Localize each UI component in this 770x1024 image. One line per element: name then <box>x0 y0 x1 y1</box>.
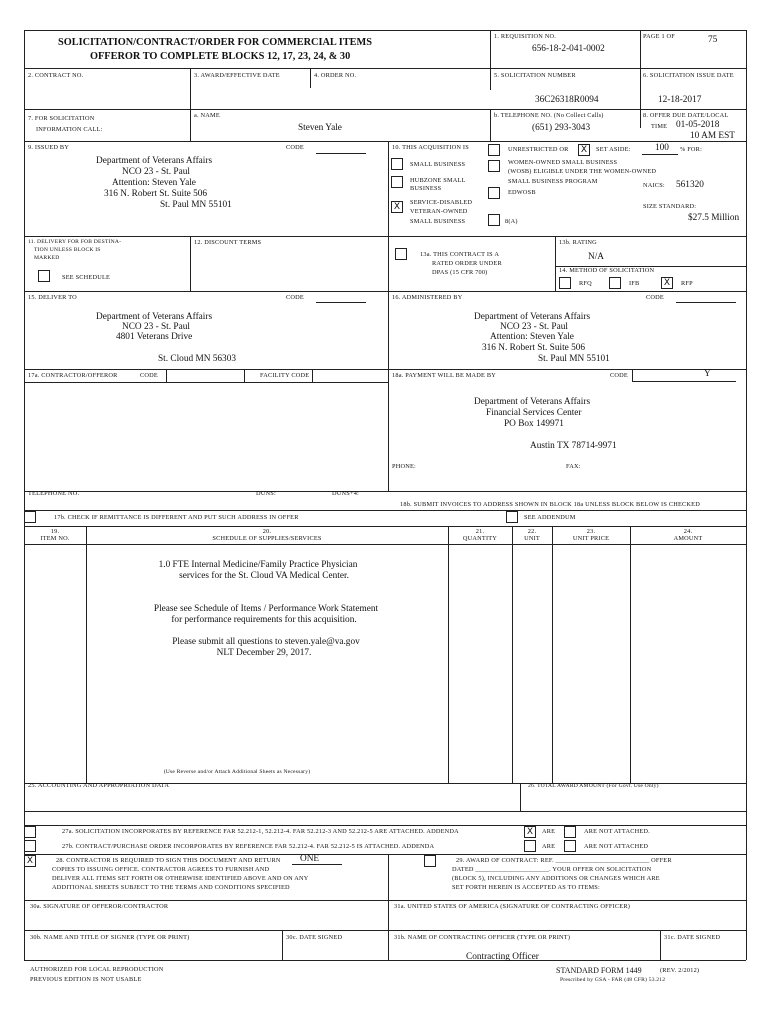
solicitation-number-label: 5. SOLICITATION NUMBER <box>494 72 576 79</box>
hubzone-checkbox[interactable] <box>391 176 403 188</box>
issued-by-label: 9. ISSUED BY <box>28 144 70 151</box>
offer-due-time: 10 AM EST <box>690 131 735 141</box>
reverse-note: (Use Reverse and/or Attach Additional Sheets as Necessary) <box>163 769 311 775</box>
ifb-checkbox[interactable] <box>609 277 621 289</box>
clause-27a: 27a. SOLICITATION INCORPORATES BY REFERENCE FAR 52.212-1, 52.212-4. FAR 52.212-3 AND 52.212-5 ARE ATTACHED. ADDENDA <box>62 828 459 835</box>
hubzone-label: HUBZONE SMALL <box>410 177 466 184</box>
deliver-to-line: Department of Veterans Affairs <box>96 312 213 322</box>
contact-name: Steven Yale <box>298 123 342 133</box>
deliver-to-code-label: CODE <box>286 294 304 301</box>
description-line: for performance requirements for this acquisition. <box>171 615 357 625</box>
payment-code-label: CODE <box>610 372 628 379</box>
issued-by-line: Department of Veterans Affairs <box>96 156 213 166</box>
sdvosb-label-2: VETERAN-OWNED <box>410 208 468 215</box>
form-title-line1: SOLICITATION/CONTRACT/ORDER FOR COMMERCIAL ITEMS <box>58 37 372 48</box>
29-checkbox[interactable] <box>424 855 436 867</box>
order-no-label: 4. ORDER NO. <box>314 72 357 79</box>
accounting-label: 25. ACCOUNTING AND APPROPRIATION DATA <box>28 782 170 789</box>
see-schedule-label: SEE SCHEDULE <box>62 274 111 281</box>
discount-terms-label: 12. DISCOUNT TERMS <box>194 239 262 246</box>
solicitation-number-value: 36C26318R0094 <box>535 95 599 105</box>
fax-label: FAX: <box>566 463 581 470</box>
see-schedule-checkbox[interactable] <box>38 270 50 282</box>
form-title-line2: OFFEROR TO COMPLETE BLOCKS 12, 17, 23, 24, & 30 <box>90 51 351 62</box>
remittance-checkbox[interactable] <box>24 511 36 523</box>
administered-by-label: 16. ADMINISTERED BY <box>392 294 463 301</box>
submit-invoices-label: 18b. SUBMIT INVOICES TO ADDRESS SHOWN IN BLOCK 18a UNLESS BLOCK BELOW IS CHECKED <box>400 501 700 508</box>
unrestricted-checkbox[interactable] <box>488 144 500 156</box>
offeror-date-label: 30c. DATE SIGNED <box>286 934 343 941</box>
rfq-label: RFQ <box>579 280 592 287</box>
size-standard-value: $27.5 Million <box>688 213 740 223</box>
rated-order-label: 13a. THIS CONTRACT IS A <box>420 251 500 258</box>
solicitation-date-value: 12-18-2017 <box>658 95 702 105</box>
copies-value: ONE <box>300 854 320 864</box>
name-label: a. NAME <box>194 112 220 119</box>
offeror-signature-label: 30a. SIGNATURE OF OFFEROR/CONTRACTOR <box>30 903 169 910</box>
clause-28: 28. CONTRACTOR IS REQUIRED TO SIGN THIS DOCUMENT AND RETURN <box>56 857 281 864</box>
footer-revision: (REV. 2/2012) <box>660 967 700 974</box>
small-business-label: SMALL BUSINESS <box>410 161 466 168</box>
total-award-label: 26. TOTAL AWARD AMOUNT (For Govt. Use Only) <box>528 783 659 789</box>
amount-number: 24. <box>683 528 693 535</box>
supplies-number: 20. <box>262 528 272 535</box>
administered-by-line: Attention: Steven Yale <box>490 332 574 342</box>
quantity-number: 21. <box>475 528 485 535</box>
unit-price-number: 23. <box>586 528 596 535</box>
signer-name-label: 30b. NAME AND TITLE OF SIGNER (TYPE OR PRINT) <box>30 934 190 941</box>
27b-are-checkbox[interactable] <box>524 840 536 852</box>
rating-value: N/A <box>588 252 605 262</box>
delivery-fob-label-2: TION UNLESS BLOCK IS <box>34 247 101 253</box>
naics-value: 561320 <box>676 180 704 190</box>
duns-label: DUNS: <box>256 490 276 497</box>
page-label: PAGE 1 OF <box>643 33 676 40</box>
rated-order-checkbox[interactable] <box>395 248 407 260</box>
solicitation-date-label: 6. SOLICITATION ISSUE DATE <box>643 72 734 79</box>
size-standard-label: SIZE STANDARD: <box>643 203 697 210</box>
27a-are-not-label: ARE NOT ATTACHED. <box>584 828 650 835</box>
clause-28-line2: COPIES TO ISSUING OFFICE. CONTRACTOR AGREES TO FURNISH AND <box>52 866 270 873</box>
27b-are-not-label: ARE NOT ATTACHED <box>584 843 649 850</box>
see-addendum-label: SEE ADDENDUM <box>524 514 576 521</box>
footer-previous-edition: PREVIOUS EDITION IS NOT USABLE <box>30 976 142 983</box>
rfp-checkbox[interactable]: X <box>661 277 673 289</box>
description-line: services for the St. Cloud VA Medical Center. <box>179 571 349 581</box>
sdvosb-checkbox[interactable]: X <box>391 201 403 213</box>
payment-label: 18a. PAYMENT WILL BE MADE BY <box>392 372 497 379</box>
clause-28-line4: ADDITIONAL SHEETS SUBJECT TO THE TERMS AND CONDITIONS SPECIFIED <box>52 884 290 891</box>
rated-order-label-3: DPAS (15 CFR 700) <box>432 269 488 276</box>
telephone-no-label: TELEPHONE NO. <box>28 490 80 497</box>
item-no-header: ITEM NO. <box>40 535 70 542</box>
wosb-label: WOMEN-OWNED SMALL BUSINESS <box>508 159 618 166</box>
27a-are-checkbox[interactable]: X <box>524 826 536 838</box>
rfq-checkbox[interactable] <box>559 277 571 289</box>
telephone-label: b. TELEPHONE NO. (No Collect Calls) <box>494 112 604 119</box>
administered-code-label: CODE <box>646 294 664 301</box>
footer-form-number: STANDARD FORM 1449 <box>556 966 642 975</box>
delivery-fob-label-3: MARKED <box>34 255 60 261</box>
remittance-label: 17b. CHECK IF REMITTANCE IS DIFFERENT AND PUT SUCH ADDRESS IN OFFER <box>54 514 299 521</box>
naics-label: NAICS: <box>643 182 665 189</box>
8a-checkbox[interactable] <box>488 214 500 226</box>
unit-header: UNIT <box>524 535 540 542</box>
wosb-label-3: SMALL BUSINESS PROGRAM <box>508 178 598 185</box>
requisition-value: 656-18-2-041-0002 <box>532 44 605 54</box>
payment-city: Austin TX 78714-9971 <box>530 441 617 451</box>
administered-by-line: St. Paul MN 55101 <box>538 354 610 364</box>
description-line: Please see Schedule of Items / Performance Work Statement <box>153 604 379 614</box>
rated-order-label-2: RATED ORDER UNDER <box>432 260 502 267</box>
acquisition-label: 10. THIS ACQUISITION IS <box>392 144 469 151</box>
clause-28-line3: DELIVER ALL ITEMS SET FORTH OR OTHERWISE IDENTIFIED ABOVE AND ON ANY <box>52 875 309 882</box>
27b-are-label: ARE <box>542 843 556 850</box>
footer-reproduction: AUTHORIZED FOR LOCAL REPRODUCTION <box>30 966 164 973</box>
duns4-label: DUNS+4: <box>332 490 359 497</box>
amount-header: AMOUNT <box>673 535 703 542</box>
payment-line: Department of Veterans Affairs <box>474 397 591 407</box>
deliver-to-label: 15. DELIVER TO <box>28 294 77 301</box>
sdvosb-label: SERVICE-DISABLED <box>410 199 473 206</box>
wosb-label-2: (WOSB) ELIGIBLE UNDER THE WOMEN-OWNED <box>508 168 657 175</box>
description-line: Please submit all questions to steven.yale@va.gov <box>172 637 360 647</box>
deliver-to-line: St. Cloud MN 56303 <box>158 354 237 364</box>
set-aside-checkbox[interactable]: X <box>578 144 590 156</box>
issued-by-line: NCO 23 - St. Paul <box>122 167 190 177</box>
description-line: NLT December 29, 2017. <box>216 648 312 658</box>
ifb-label: IFB <box>629 280 640 287</box>
clause-29-line4: SET FORTH HEREIN IS ACCEPTED AS TO ITEMS: <box>452 884 600 891</box>
unit-price-header: UNIT PRICE <box>572 535 610 542</box>
unit-number: 22. <box>527 528 537 535</box>
27a-are-label: ARE <box>542 828 556 835</box>
page-total: 75 <box>708 35 718 45</box>
requisition-label: 1. REQUISITION NO. <box>494 33 557 40</box>
delivery-fob-label: 11. DELIVERY FOR FOB DESTINA- <box>28 239 122 245</box>
small-business-checkbox[interactable] <box>391 158 403 170</box>
rating-label: 13b. RATING <box>559 239 597 246</box>
administered-by-line: NCO 23 - St. Paul <box>500 322 568 332</box>
contracting-officer-title: Contracting Officer <box>466 952 539 962</box>
clause-29-line3: (BLOCK 5), INCLUDING ANY ADDITIONS OR CHANGES WHICH ARE <box>452 875 660 882</box>
payment-code-value: Y <box>704 369 711 379</box>
contracting-officer-signature-label: 31a. UNITED STATES OF AMERICA (SIGNATURE OF CONTRACTING OFFICER) <box>394 903 631 910</box>
addendum-checkbox[interactable] <box>506 511 518 523</box>
rfp-label: RFP <box>681 280 693 287</box>
offer-due-label: 8. OFFER DUE DATE/LOCAL <box>643 112 729 119</box>
information-call-label: INFORMATION CALL: <box>36 126 103 133</box>
wosb-checkbox[interactable] <box>488 160 500 172</box>
issued-by-line: 316 N. Robert St. Suite 506 <box>104 189 208 199</box>
facility-code-label: FACILITY CODE <box>260 372 310 379</box>
officer-date-label: 31c. DATE SIGNED <box>664 934 721 941</box>
footer-prescribed: Prescribed by GSA - FAR (48 CFR) 53.212 <box>560 977 666 983</box>
award-date-label: 3. AWARD/EFFECTIVE DATE <box>194 72 280 79</box>
edwosb-checkbox[interactable] <box>488 187 500 199</box>
quantity-header: QUANTITY <box>462 535 498 542</box>
sdvosb-label-3: SMALL BUSINESS <box>410 218 466 225</box>
percent-for-label: % FOR: <box>680 146 703 153</box>
offer-time-label: TIME <box>651 123 668 130</box>
payment-line: Financial Services Center <box>486 408 582 418</box>
set-aside-label: SET ASIDE: <box>596 146 631 153</box>
27b-checkbox[interactable] <box>24 840 36 852</box>
issued-code-label: CODE <box>286 144 304 151</box>
contractor-code-label: CODE <box>140 372 158 379</box>
item-no-number: 19. <box>50 528 60 535</box>
administered-by-line: Department of Veterans Affairs <box>474 312 591 322</box>
edwosb-label: EDWOSB <box>508 189 536 196</box>
issued-by-line: Attention: Steven Yale <box>112 178 196 188</box>
administered-by-line: 316 N. Robert St. Suite 506 <box>482 343 586 353</box>
clause-29: 29. AWARD OF CONTRACT: REF. ____________________________ OFFER <box>456 857 672 864</box>
supplies-header: SCHEDULE OF SUPPLIES/SERVICES <box>212 535 322 542</box>
method-label: 14. METHOD OF SOLICITATION <box>559 267 655 274</box>
issued-by-line: St. Paul MN 55101 <box>160 200 232 210</box>
hubzone-label-2: BUSINESS <box>410 185 442 192</box>
8a-label: 8(A) <box>505 218 518 225</box>
description-line: 1.0 FTE Internal Medicine/Family Practice Physician <box>158 560 358 570</box>
payment-line: PO Box 149971 <box>504 419 564 429</box>
offer-due-date: 01-05-2018 <box>676 120 720 130</box>
clause-27b: 27b. CONTRACT/PURCHASE ORDER INCORPORATES BY REFERENCE FAR 52.212-4. FAR 52.212-5 IS ATTACHED. ADDENDA <box>62 843 435 850</box>
set-aside-percent: 100 <box>655 143 669 153</box>
deliver-to-line: 4801 Veterans Drive <box>116 332 193 342</box>
27b-are-not-checkbox[interactable] <box>564 840 576 852</box>
for-solicitation-label: 7. FOR SOLICITATION <box>28 115 95 122</box>
phone-label: PHONE: <box>392 463 416 470</box>
contracting-officer-name-label: 31b. NAME OF CONTRACTING OFFICER (TYPE OR PRINT) <box>394 934 571 941</box>
28-checkbox[interactable]: X <box>24 855 36 867</box>
27a-checkbox[interactable] <box>24 826 36 838</box>
telephone-value: (651) 293-3043 <box>532 123 591 133</box>
contract-no-label: 2. CONTRACT NO. <box>28 72 84 79</box>
clause-29-line2: DATED ______________________. YOUR OFFER ON SOLICITATION <box>452 866 652 873</box>
contractor-label: 17a. CONTRACTOR/OFFEROR <box>28 372 118 379</box>
unrestricted-label: UNRESTRICTED OR <box>508 146 569 153</box>
27a-are-not-checkbox[interactable] <box>564 826 576 838</box>
deliver-to-line: NCO 23 - St. Paul <box>122 322 190 332</box>
